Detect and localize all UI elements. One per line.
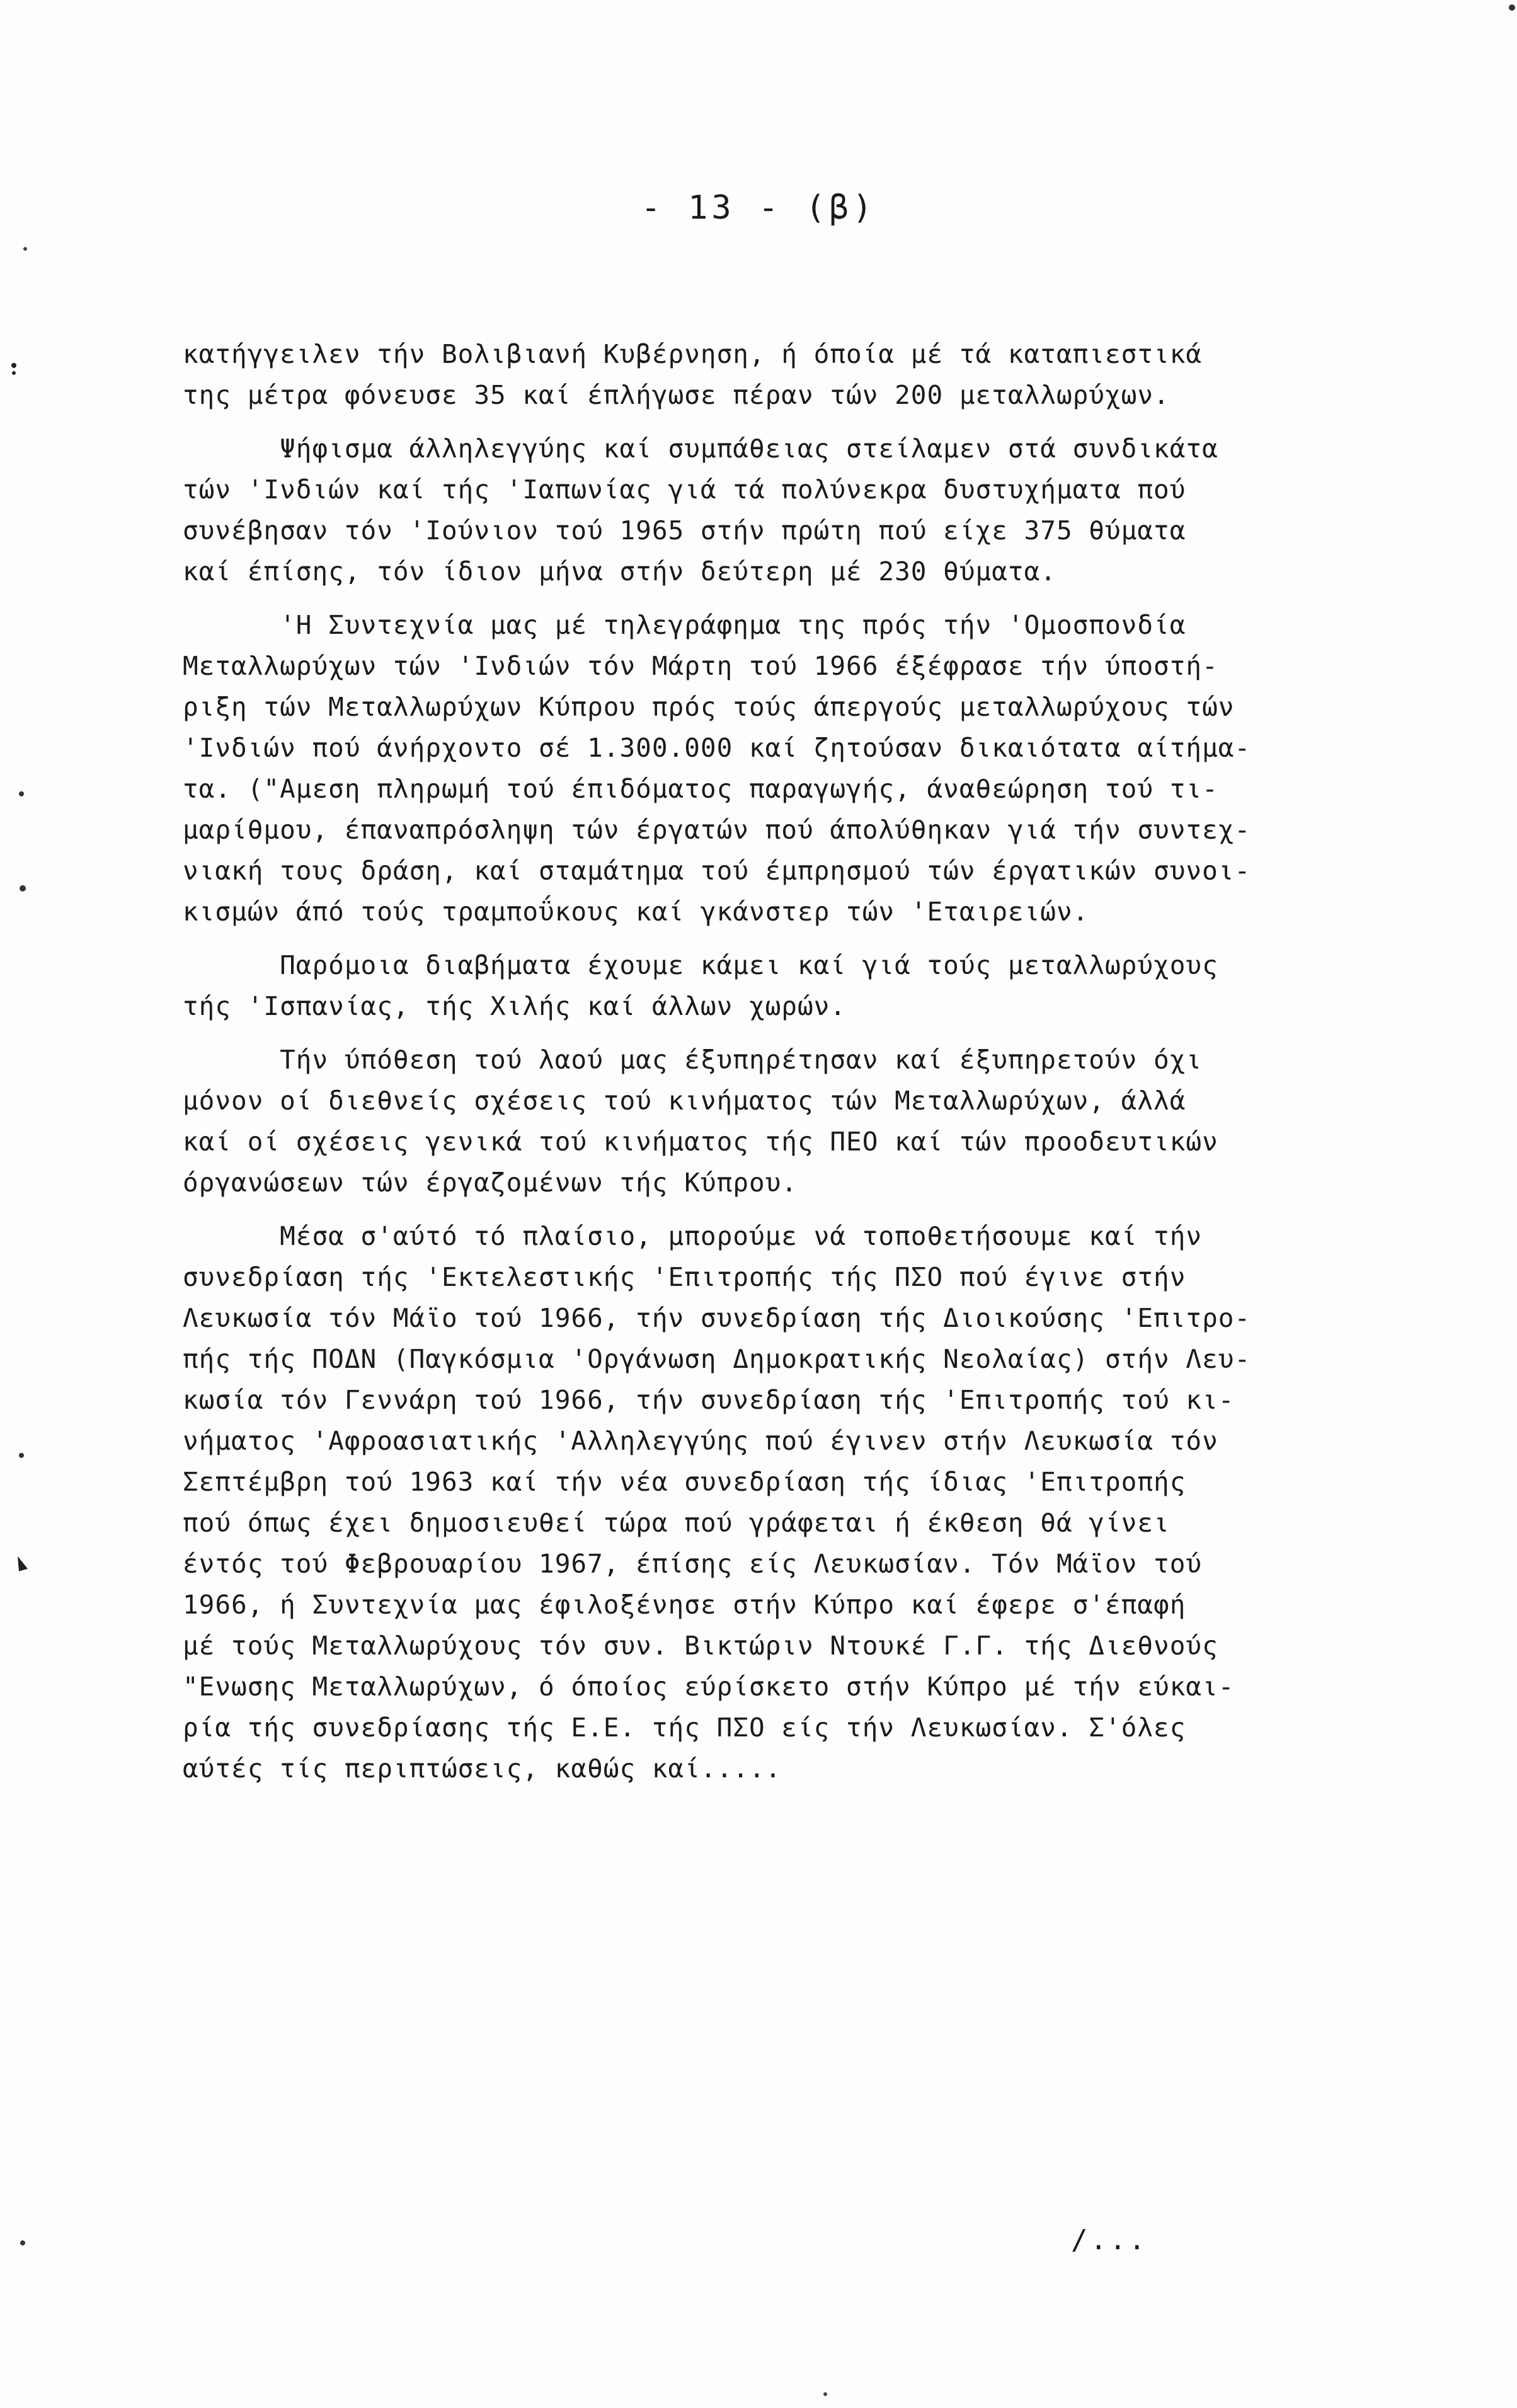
text-line: συνεδρίαση τής 'Εκτελεστικής 'Επιτροπής τής ΠΣΟ πού έγινε στήν xyxy=(183,1262,1186,1292)
text-line: "Ενωσης Μεταλλωρύχων, ό όποίος εύρίσκετο στήν Κύπρο μέ τήν εύκαι- xyxy=(183,1671,1235,1702)
text-line: κωσία τόν Γεννάρη τού 1966, τήν συνεδρίαση τής 'Επιτροπής τού κι- xyxy=(183,1385,1235,1415)
text-line: νιακή τους δράση, καί σταμάτημα τού έμπρησμού τών έργατικών συνοι- xyxy=(183,856,1251,886)
text-line: πής τής ΠΟΔΝ (Παγκόσμια 'Οργάνωση Δημοκρατικής Νεολαίας) στήν Λευ- xyxy=(183,1344,1251,1374)
paragraph-4 xyxy=(183,945,1468,1027)
document-body xyxy=(183,334,1468,1797)
text-line: μέ τούς Μεταλλωρύχους τόν συν. Βικτώριν Ντουκέ Γ.Γ. τής Διεθνούς xyxy=(183,1631,1218,1661)
text-line: Μέσα σ'αύτό τό πλαίσιο, μπορούμε νά τοποθετήσουμε καί τήν xyxy=(183,1221,1203,1251)
text-line: 'Η Συντεχνία μας μέ τηλεγράφημα της πρός τήν 'Ομοσπονδία xyxy=(183,610,1186,640)
text-line: μαρίθμου, έπαναπρόσληψη τών έργατών πού άπολύθηκαν γιά τήν συντεχ- xyxy=(183,815,1251,845)
paragraph-6 xyxy=(183,1216,1468,1789)
text-line: ρία τής συνεδρίασης τής Ε.Ε. τής ΠΣΟ είς τήν Λευκωσίαν. Σ'όλες xyxy=(183,1712,1186,1743)
text-line: τα. ("Αμεση πληρωμή τού έπιδόματος παραγωγής, άναθεώρηση τού τι- xyxy=(183,774,1218,804)
page-number: - 13 - (β) xyxy=(641,189,876,227)
text-line: τών 'Ινδιών καί τής 'Ιαπωνίας γιά τά πολύνεκρα δυστυχήματα πού xyxy=(183,474,1186,505)
text-line: 'Ινδιών πού άνήρχοντο σέ 1.300.000 καί ζητούσαν δικαιότατα αίτήμα- xyxy=(183,733,1251,763)
text-line: πού όπως έχει δημοσιευθεί τώρα πού γράφεται ή έκθεση θά γίνει xyxy=(183,1508,1170,1538)
paragraph-5 xyxy=(183,1040,1468,1203)
text-line: Ψήφισμα άλληλεγγύης καί συμπάθειας στείλαμεν στά συνδικάτα xyxy=(183,433,1218,464)
text-line: Τήν ύπόθεση τού λαού μας έξυπηρέτησαν καί έξυπηρετούν όχι xyxy=(183,1045,1203,1075)
text-line: Παρόμοια διαβήματα έχουμε κάμει καί γιά τούς μεταλλωρύχους xyxy=(183,950,1218,980)
text-line: Μεταλλωρύχων τών 'Ινδιών τόν Μάρτη τού 1966 έξέφρασε τήν ύποστή- xyxy=(183,651,1218,681)
text-line: έντός τού Φεβρουαρίου 1967, έπίσης είς Λευκωσίαν. Τόν Μάϊον τού xyxy=(183,1549,1203,1579)
text-line: αύτές τίς περιπτώσεις, καθώς καί..... xyxy=(183,1753,782,1784)
text-line: Σεπτέμβρη τού 1963 καί τήν νέα συνεδρίαση τής ίδιας 'Επιτροπής xyxy=(183,1467,1186,1497)
text-line: κισμών άπό τούς τραμποΰκους καί γκάνστερ τών 'Εταιρειών. xyxy=(183,897,1089,927)
text-line: τής 'Ισπανίας, τής Χιλής καί άλλων χωρών. xyxy=(183,991,847,1021)
paragraph-2 xyxy=(183,428,1468,592)
text-line: συνέβησαν τόν 'Ιούνιον τού 1965 στήν πρώτη πού είχε 375 θύματα xyxy=(183,515,1186,546)
paragraph-1 xyxy=(183,334,1468,416)
text-line: κατήγγειλεν τήν Βολιβιανή Κυβέρνηση, ή όποία μέ τά καταπιεστικά xyxy=(183,339,1203,369)
text-line: όργανώσεων τών έργαζομένων τής Κύπρου. xyxy=(183,1167,798,1198)
text-line: μόνον οί διεθνείς σχέσεις τού κινήματος τών Μεταλλωρύχων, άλλά xyxy=(183,1086,1186,1116)
text-line: νήματος 'Αφροασιατικής 'Αλληλεγγύης πού έγινεν στήν Λευκωσία τόν xyxy=(183,1426,1218,1456)
continuation-mark: /... xyxy=(1071,2224,1148,2256)
text-line: της μέτρα φόνευσε 35 καί έπλήγωσε πέραν τών 200 μεταλλωρύχων. xyxy=(183,380,1170,410)
text-line: καί έπίσης, τόν ίδιον μήνα στήν δεύτερη μέ 230 θύματα. xyxy=(183,556,1056,587)
text-line: καί οί σχέσεις γενικά τού κινήματος τής ΠΕΟ καί τών προοδευτικών xyxy=(183,1127,1218,1157)
text-line: Λευκωσία τόν Μάϊο τού 1966, τήν συνεδρίαση τής Διοικούσης 'Επιτρο- xyxy=(183,1303,1251,1333)
paragraph-3 xyxy=(183,605,1468,932)
text-line: 1966, ή Συντεχνία μας έφιλοξένησε στήν Κύπρο καί έφερε σ'έπαφή xyxy=(183,1590,1186,1620)
text-line: ριξη τών Μεταλλωρύχων Κύπρου πρός τούς άπεργούς μεταλλωρύχους τών xyxy=(183,692,1235,722)
